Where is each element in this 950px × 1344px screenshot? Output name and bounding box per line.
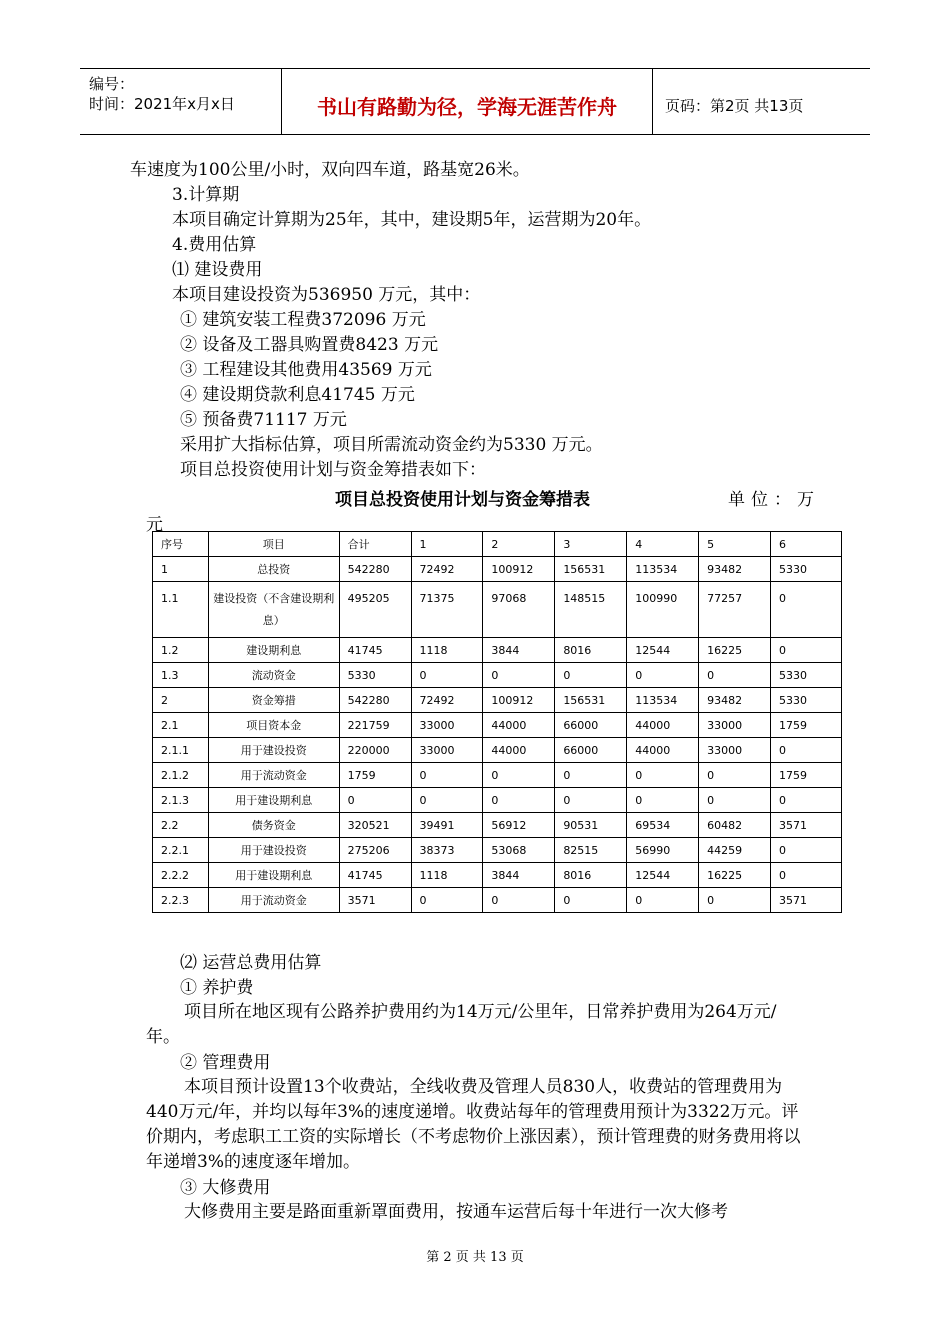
value-cell: 0 — [627, 663, 699, 688]
item-name-cell: 用于建设投资 — [208, 738, 339, 763]
table-header-cell: 4 — [627, 532, 699, 557]
value-cell: 0 — [555, 788, 627, 813]
table-row — [153, 888, 842, 913]
value-cell: 44000 — [483, 738, 555, 763]
header-page-number: 页码：第2页 共13页 — [665, 97, 804, 115]
table-unit: 单位：万 — [728, 490, 820, 510]
row-number-cell: 1.1 — [153, 582, 209, 638]
value-cell: 1759 — [771, 713, 842, 738]
list-item: ③ 工程建设其他费用43569 万元 — [180, 360, 432, 380]
value-cell: 8016 — [555, 863, 627, 888]
subsection-heading: ⑴ 建设费用 — [172, 260, 263, 280]
item-heading: ③ 大修费用 — [180, 1178, 271, 1198]
value-cell: 97068 — [483, 582, 555, 638]
item-name-cell: 建设期利息 — [208, 638, 339, 663]
document-date: 时间：2021年x月x日 — [89, 95, 235, 113]
value-cell: 0 — [555, 763, 627, 788]
value-cell: 0 — [483, 763, 555, 788]
list-item: ④ 建设期贷款利息41745 万元 — [180, 385, 415, 405]
value-cell: 0 — [339, 788, 411, 813]
value-cell: 60482 — [699, 813, 771, 838]
value-cell: 66000 — [555, 713, 627, 738]
value-cell: 320521 — [339, 813, 411, 838]
value-cell: 44000 — [627, 738, 699, 763]
table-header-cell: 1 — [411, 532, 483, 557]
item-name-cell: 用于流动资金 — [208, 763, 339, 788]
value-cell: 33000 — [411, 713, 483, 738]
body-line: 本项目建设投资为536950 万元，其中： — [172, 285, 481, 305]
value-cell: 275206 — [339, 838, 411, 863]
row-number-cell: 2.2.2 — [153, 863, 209, 888]
document-number: 编号： — [89, 75, 135, 93]
value-cell: 0 — [411, 788, 483, 813]
paragraph: 项目所在地区现有公路养护费用约为14万元/公里年，日常养护费用为264万元/年。 — [146, 1002, 777, 1047]
item-name-cell: 用于建设投资 — [208, 838, 339, 863]
table-title: 项目总投资使用计划与资金筹措表 — [335, 490, 590, 510]
value-cell: 156531 — [555, 688, 627, 713]
value-cell: 69534 — [627, 813, 699, 838]
value-cell: 44000 — [627, 713, 699, 738]
value-cell: 0 — [555, 663, 627, 688]
table-header-cell: 3 — [555, 532, 627, 557]
table-row — [153, 738, 842, 763]
value-cell: 1118 — [411, 863, 483, 888]
table-body — [153, 557, 842, 913]
value-cell: 93482 — [699, 557, 771, 582]
table-unit-continued: 元 — [146, 515, 163, 535]
value-cell: 0 — [771, 738, 842, 763]
body-line: 本项目确定计算期为25年，其中，建设期5年，运营期为20年。 — [172, 210, 652, 230]
value-cell: 5330 — [339, 663, 411, 688]
value-cell: 0 — [411, 763, 483, 788]
table-row — [153, 582, 842, 638]
value-cell: 16225 — [699, 638, 771, 663]
value-cell: 33000 — [699, 713, 771, 738]
value-cell: 0 — [411, 888, 483, 913]
table-row — [153, 763, 842, 788]
table-header-cell: 项目 — [208, 532, 339, 557]
value-cell: 71375 — [411, 582, 483, 638]
header-motto-cell — [282, 69, 653, 134]
value-cell: 0 — [771, 638, 842, 663]
value-cell: 220000 — [339, 738, 411, 763]
row-number-cell: 2.1.1 — [153, 738, 209, 763]
item-name-cell: 项目资本金 — [208, 713, 339, 738]
value-cell: 3844 — [483, 638, 555, 663]
value-cell: 542280 — [339, 557, 411, 582]
header-motto: 书山有路勤为径，学海无涯苦作舟 — [317, 95, 617, 119]
value-cell: 0 — [483, 888, 555, 913]
value-cell: 1759 — [339, 763, 411, 788]
value-cell: 0 — [483, 788, 555, 813]
value-cell: 12544 — [627, 638, 699, 663]
value-cell: 100912 — [483, 688, 555, 713]
paragraph: 大修费用主要是路面重新罩面费用，按通车运营后每十年进行一次大修考 — [184, 1202, 728, 1222]
item-name-cell: 总投资 — [208, 557, 339, 582]
table-row — [153, 813, 842, 838]
row-number-cell: 2.1.3 — [153, 788, 209, 813]
value-cell: 56990 — [627, 838, 699, 863]
value-cell: 1759 — [771, 763, 842, 788]
value-cell: 113534 — [627, 557, 699, 582]
value-cell: 100912 — [483, 557, 555, 582]
row-number-cell: 2.2.1 — [153, 838, 209, 863]
table-header-row — [153, 532, 842, 557]
row-number-cell: 1 — [153, 557, 209, 582]
value-cell: 0 — [699, 788, 771, 813]
header-info-cell — [80, 69, 282, 134]
body-line: 采用扩大指标估算，项目所需流动资金约为5330 万元。 — [180, 435, 603, 455]
table-header-cell: 2 — [483, 532, 555, 557]
value-cell: 39491 — [411, 813, 483, 838]
section-heading: 3.计算期 — [172, 185, 240, 205]
value-cell: 33000 — [699, 738, 771, 763]
row-number-cell: 1.2 — [153, 638, 209, 663]
value-cell: 5330 — [771, 663, 842, 688]
body-line: 项目总投资使用计划与资金筹措表如下： — [180, 460, 486, 480]
value-cell: 93482 — [699, 688, 771, 713]
value-cell: 0 — [771, 788, 842, 813]
value-cell: 0 — [627, 763, 699, 788]
value-cell: 1118 — [411, 638, 483, 663]
row-number-cell: 2.1 — [153, 713, 209, 738]
value-cell: 5330 — [771, 557, 842, 582]
value-cell: 8016 — [555, 638, 627, 663]
value-cell: 53068 — [483, 838, 555, 863]
value-cell: 221759 — [339, 713, 411, 738]
value-cell: 0 — [627, 888, 699, 913]
row-number-cell: 1.3 — [153, 663, 209, 688]
list-item: ⑤ 预备费71117 万元 — [180, 410, 347, 430]
value-cell: 100990 — [627, 582, 699, 638]
value-cell: 3571 — [339, 888, 411, 913]
table-header-cell: 6 — [771, 532, 842, 557]
item-name-cell: 流动资金 — [208, 663, 339, 688]
value-cell: 0 — [411, 663, 483, 688]
header-page-cell — [653, 69, 870, 134]
table-row — [153, 663, 842, 688]
table-row — [153, 713, 842, 738]
value-cell: 72492 — [411, 557, 483, 582]
subsection-heading: ⑵ 运营总费用估算 — [180, 953, 322, 973]
value-cell: 0 — [771, 838, 842, 863]
value-cell: 66000 — [555, 738, 627, 763]
value-cell: 0 — [771, 582, 842, 638]
value-cell: 44000 — [483, 713, 555, 738]
body-line: 车速度为100公里/小时，双向四车道，路基宽26米。 — [130, 160, 530, 180]
value-cell: 44259 — [699, 838, 771, 863]
value-cell: 0 — [483, 663, 555, 688]
paragraph: 本项目预计设置13个收费站，全线收费及管理人员830人，收费站的管理费用为440万元/年，并均以每年3%的速度递增。收费站每年的管理费用预计为3322万元。评价期内，考虑职工工资的实际增长（不考虑物价上涨因素），预计管理费的财务费用将以年递增3%的速度逐年增加。 — [146, 1077, 801, 1172]
item-name-cell: 建设投资（不含建设期利息） — [208, 582, 339, 638]
table-header-cell: 5 — [699, 532, 771, 557]
value-cell: 41745 — [339, 863, 411, 888]
value-cell: 0 — [627, 788, 699, 813]
item-name-cell: 用于建设期利息 — [208, 863, 339, 888]
value-cell: 82515 — [555, 838, 627, 863]
table-header-cell: 合计 — [339, 532, 411, 557]
value-cell: 0 — [771, 863, 842, 888]
value-cell: 16225 — [699, 863, 771, 888]
value-cell: 77257 — [699, 582, 771, 638]
value-cell: 0 — [555, 888, 627, 913]
item-name-cell: 债务资金 — [208, 813, 339, 838]
table-row — [153, 788, 842, 813]
item-heading: ① 养护费 — [180, 978, 254, 998]
value-cell: 38373 — [411, 838, 483, 863]
row-number-cell: 2 — [153, 688, 209, 713]
row-number-cell: 2.1.2 — [153, 763, 209, 788]
value-cell: 156531 — [555, 557, 627, 582]
value-cell: 542280 — [339, 688, 411, 713]
value-cell: 72492 — [411, 688, 483, 713]
value-cell: 90531 — [555, 813, 627, 838]
item-name-cell: 用于流动资金 — [208, 888, 339, 913]
value-cell: 33000 — [411, 738, 483, 763]
row-number-cell: 2.2 — [153, 813, 209, 838]
row-number-cell: 2.2.3 — [153, 888, 209, 913]
value-cell: 3844 — [483, 863, 555, 888]
page-header — [80, 68, 870, 135]
value-cell: 148515 — [555, 582, 627, 638]
table-row — [153, 838, 842, 863]
value-cell: 113534 — [627, 688, 699, 713]
item-heading: ② 管理费用 — [180, 1053, 271, 1073]
value-cell: 5330 — [771, 688, 842, 713]
investment-plan-table — [152, 531, 842, 913]
value-cell: 3571 — [771, 813, 842, 838]
value-cell: 495205 — [339, 582, 411, 638]
value-cell: 0 — [699, 663, 771, 688]
value-cell: 56912 — [483, 813, 555, 838]
value-cell: 3571 — [771, 888, 842, 913]
list-item: ② 设备及工器具购置费8423 万元 — [180, 335, 439, 355]
value-cell: 0 — [699, 763, 771, 788]
item-name-cell: 资金筹措 — [208, 688, 339, 713]
table-row — [153, 688, 842, 713]
value-cell: 12544 — [627, 863, 699, 888]
table-row — [153, 557, 842, 582]
section-heading: 4.费用估算 — [172, 235, 257, 255]
table-row — [153, 863, 842, 888]
table-row — [153, 638, 842, 663]
value-cell: 41745 — [339, 638, 411, 663]
page-footer: 第 2 页 共 13 页 — [426, 1250, 524, 1265]
list-item: ① 建筑安装工程费372096 万元 — [180, 310, 426, 330]
item-name-cell: 用于建设期利息 — [208, 788, 339, 813]
value-cell: 0 — [699, 888, 771, 913]
table-header-cell: 序号 — [153, 532, 209, 557]
